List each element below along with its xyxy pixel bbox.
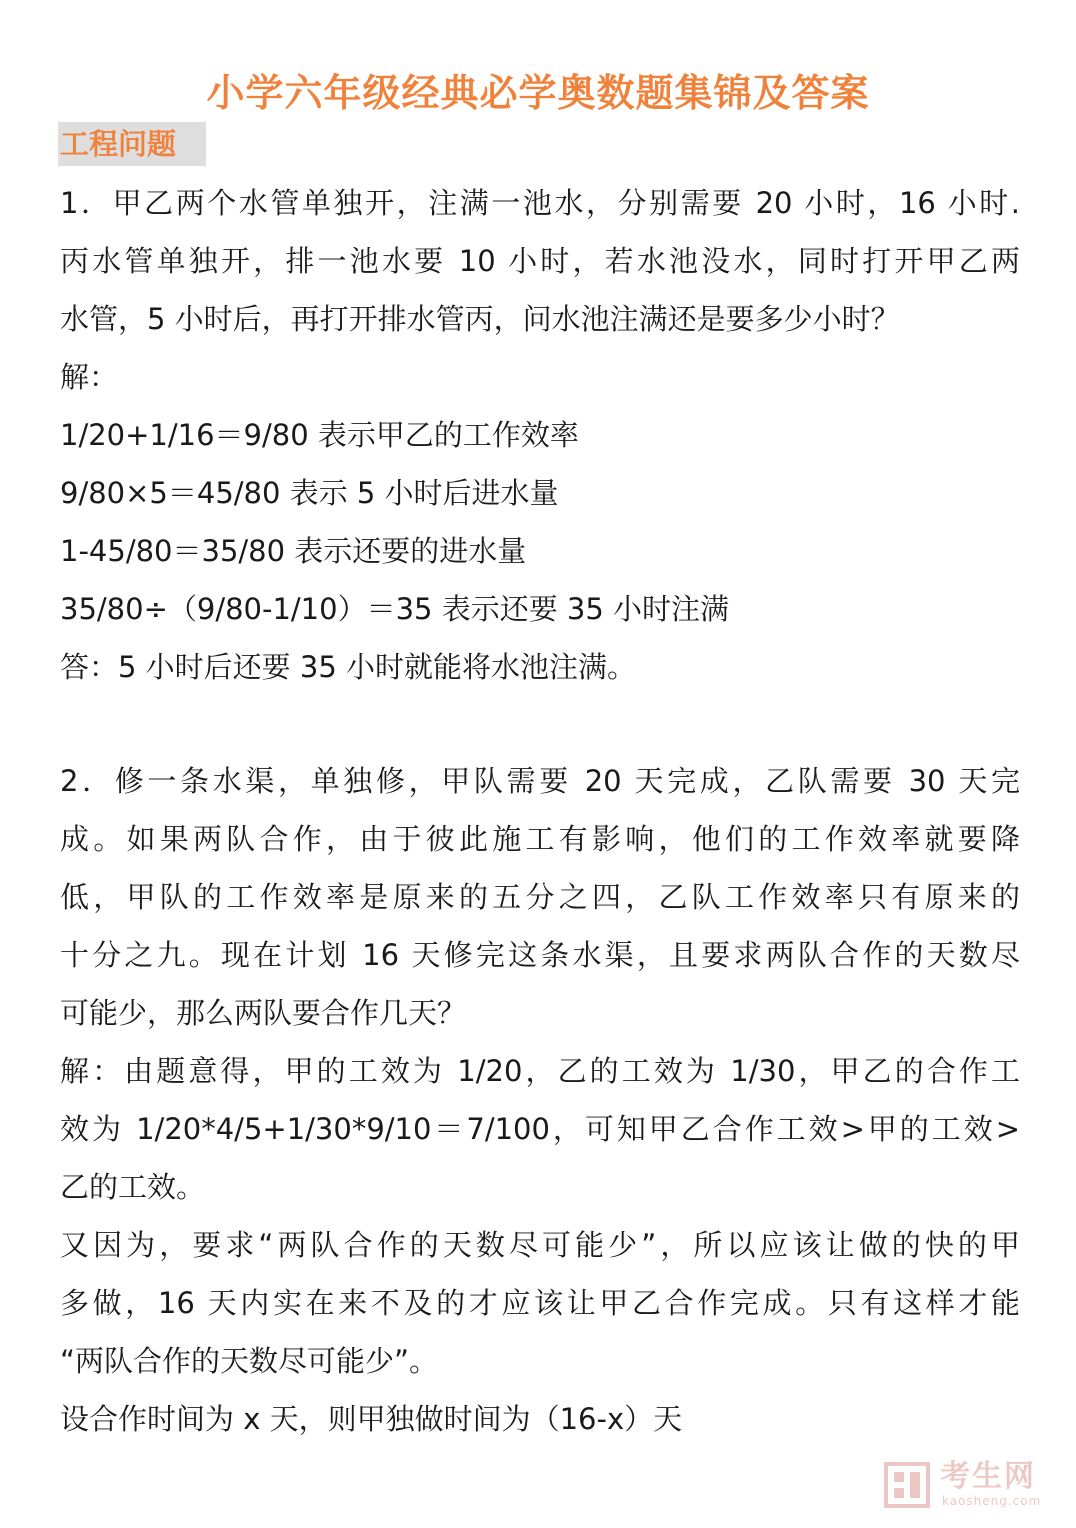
watermark	[884, 1460, 1054, 1514]
text-line: 多做，16 天内实在来不及的才应该让甲乙合作完成。只有这样才能	[60, 1286, 1020, 1320]
text-line: 水管，5 小时后，再打开排水管丙，问水池注满还是要多少小时？	[60, 302, 900, 336]
text-line: 丙水管单独开，排一池水要 10 小时，若水池没水，同时打开甲乙两	[60, 244, 1020, 278]
text-line: 低，甲队的工作效率是原来的五分之四，乙队工作效率只有原来的	[60, 880, 1020, 914]
document-body	[60, 174, 1020, 1448]
text-line: 9/80×5＝45/80 表示 5 小时后进水量	[60, 476, 559, 510]
text-line: 设合作时间为 x 天，则甲独做时间为（16-x）天	[60, 1402, 683, 1436]
text-line: 效为 1/20*4/5+1/30*9/10＝7/100，可知甲乙合作工效>甲的工效>	[60, 1112, 1020, 1146]
text-line: 可能少，那么两队要合作几天？	[60, 996, 467, 1030]
paragraph-gap	[60, 696, 1020, 752]
page-title: 小学六年级经典必学奥数题集锦及答案	[206, 71, 870, 115]
text-line: 十分之九。现在计划 16 天修完这条水渠，且要求两队合作的天数尽	[60, 938, 1020, 972]
text-line: 1/20+1/16＝9/80 表示甲乙的工作效率	[60, 418, 579, 452]
text-line: 35/80÷（9/80-1/10）＝35 表示还要 35 小时注满	[60, 592, 730, 626]
text-line: 2．修一条水渠，单独修，甲队需要 20 天完成，乙队需要 30 天完	[60, 764, 1020, 798]
text-line: “两队合作的天数尽可能少”。	[60, 1344, 439, 1378]
section-tag: 工程问题	[58, 122, 206, 166]
text-line: 1．甲乙两个水管单独开，注满一池水，分别需要 20 小时，16 小时.	[60, 186, 1020, 220]
text-line: 又因为，要求“两队合作的天数尽可能少”，所以应该让做的快的甲	[60, 1228, 1020, 1262]
text-line: 解：	[60, 360, 119, 394]
watermark-logo-icon	[884, 1462, 930, 1508]
text-line: 1-45/80＝35/80 表示还要的进水量	[60, 534, 527, 568]
text-line: 解：由题意得，甲的工效为 1/20，乙的工效为 1/30，甲乙的合作工	[60, 1054, 1020, 1088]
text-line: 成。如果两队合作，由于彼此施工有影响，他们的工作效率就要降	[60, 822, 1020, 856]
watermark-text: 考生网	[940, 1459, 1036, 1494]
text-line: 答：5 小时后还要 35 小时就能将水池注满。	[60, 650, 637, 684]
watermark-url: kaosheng.com	[942, 1494, 1042, 1508]
text-line: 乙的工效。	[60, 1170, 206, 1204]
